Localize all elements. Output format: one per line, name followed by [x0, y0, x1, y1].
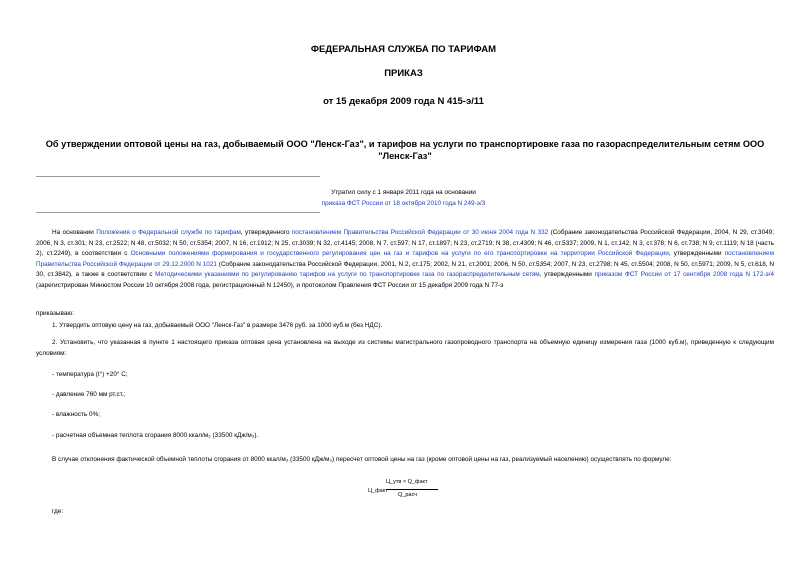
- divider-top: [36, 176, 320, 177]
- formula-lhs: Ц_факт: [368, 488, 388, 494]
- link-resolution-1021[interactable]: постановлением Правительства Российской Федерации от 29.12.2000 N 1021: [36, 250, 774, 268]
- doc-type-heading: ПРИКАЗ: [384, 68, 423, 79]
- text: , утвержденными: [668, 250, 725, 257]
- divider-bottom: [36, 212, 320, 213]
- formula-fraction-bar: [386, 489, 438, 490]
- condition-humidity: - влажность 0%;: [52, 411, 101, 418]
- link-resolution-332[interactable]: постановлением Правительства Российской Федерации от 30 июня 2004 года N 332: [291, 229, 549, 236]
- price-formula: [368, 476, 488, 510]
- text: (Собрание законодательства Российской Федерации, 2001, N 2, ст.175; 2002, N 21, ст.2001; 2006, N 50, ст.5354; 2007, N 23, ст.2798; N 45, ст.5504; 2008, N 50, ст.5971; 2009, N 5, ст.618, N 30, ст.3842), а также в соответствии с: [36, 260, 774, 278]
- text: , утвержденного: [240, 229, 292, 236]
- condition-pressure: - давление 760 мм рт.ст.;: [52, 391, 126, 398]
- link-methodical-guidelines[interactable]: Методическими указаниями по регулированию тарифов на услуги по транспортировке газа по газораспределительным сетям: [155, 271, 540, 278]
- item-2: 2. Установить, что указанная в пункте 1 настоящего приказа оптовая цена установлена на выходе из системы магистрального газопроводного транспорта на объемную единицу измерения газа (1000 куб.м), приведенную к следующим условиям:: [36, 339, 774, 357]
- status-link[interactable]: приказа ФСТ России от 18 октября 2010 года N 249-э/3: [321, 200, 486, 207]
- status-note: [0, 187, 807, 209]
- text: (зарегистрирован Минюстом России 10 октября 2008 года, регистрационный N 12450), и протоколом Правления ФСТ России от 15 декабря 2009 года N 77-э: [36, 281, 504, 289]
- link-main-provisions[interactable]: Основными положениями формирования и государственного регулирования цен на газ и тарифов на услуги по его транспортировке на территории Российской Федерации: [130, 250, 669, 257]
- formula-numerator: Ц_утв × Q_факт: [386, 479, 428, 485]
- condition-temperature: - температура (t°) +20° С;: [52, 371, 128, 378]
- text: На основании: [52, 229, 97, 236]
- item-1: 1. Утвердить оптовую цену на газ, добываемый ООО "Ленск-Газ" в размере 3476 руб. за 1000 куб.м (без НДС).: [52, 322, 383, 329]
- text: (Собрание законодательства Российской Федерации, 2004, N 29, ст.3049; 2006, N 3, ст.301; N 23, ст.2522; N 48, ст.5032; N 50, ст.5354; 2007, N 16, ст.1912; N 25, ст.3039; N 32, ст.4145; 2008, N 7, ст.597; N 17, ст.1897; N 23, ст.2719; N 38, ст.4309; N 46, ст.5337; 2009, N 1, ст.142; N 3, ст.378; N 6, ст.738; N 9, ст.1119; N 18 (часть 2), ст.2249), в соответствии с: [36, 229, 775, 257]
- agency-heading: ФЕДЕРАЛЬНАЯ СЛУЖБА ПО ТАРИФАМ: [310, 44, 497, 55]
- date-number-heading: от 15 декабря 2009 года N 415-э/11: [323, 96, 484, 107]
- recalculation-paragraph: В случае отклонения фактической объемной теплоты сгорания от 8000 ккал/м₃ (33500 кДж/м₃) пересчет оптовой цены на газ (кроме оптовой цены на газ, реализуемый населению) осуществлять по формуле:: [52, 456, 672, 463]
- text: , утвержденными: [539, 271, 595, 278]
- status-line: Утратил силу с 1 января 2011 года на основании: [331, 189, 476, 196]
- formula-denominator: Q_расч: [398, 492, 418, 498]
- condition-heat-value: - расчетная объемная теплота сгорания 8000 ккал/м₃ (33500 кДж/м₃).: [52, 432, 259, 439]
- link-order-172[interactable]: приказом ФСТ России от 17 сентября 2008 года N 172-э/4: [594, 271, 774, 278]
- order-word: приказываю:: [36, 310, 74, 317]
- preamble-paragraph: [36, 228, 774, 291]
- where-label: где:: [52, 508, 64, 515]
- document-title: Об утверждении оптовой цены на газ, добываемый ООО "Ленск-Газ", и тарифов на услуги по транспортировке газа по газораспределительным сетям ООО "Ленск-Газ": [45, 139, 765, 161]
- link-regulation[interactable]: Положения о Федеральной службе по тарифам: [96, 229, 241, 236]
